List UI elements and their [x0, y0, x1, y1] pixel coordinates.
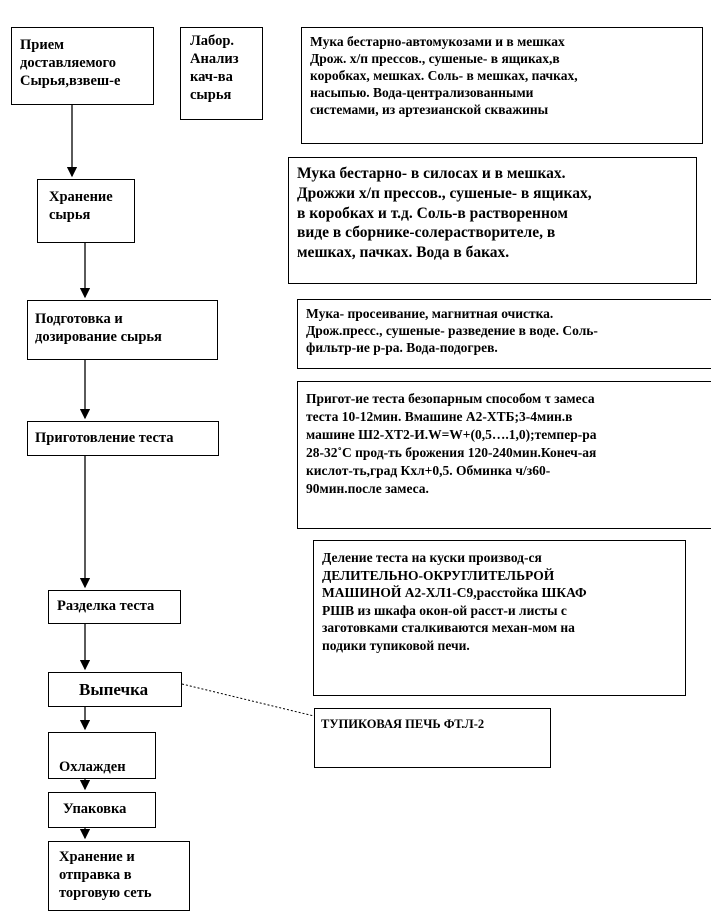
- step-baking: Выпечка: [48, 672, 182, 707]
- step-storage-shipping: Хранение и отправка в торговую сеть: [48, 841, 190, 911]
- note-dough-making: Пригот-ие теста безопарным способом τ замеса теста 10-12мин. Вмашине А2-ХТБ;3-4мин.в машине Ш2-ХТ2-И.W=W+(0,5….1,0);темпер-ра 28-32˚С прод-ть брожения 120-240мин.Конеч-ая кислот-ть,град Кхл+0,5. Обминка ч/з60- 90мин.после замеса.: [297, 381, 711, 529]
- step-storage: Хранение сырья: [37, 179, 135, 243]
- note-oven: ТУПИКОВАЯ ПЕЧЬ ФТ.Л-2: [314, 708, 551, 768]
- step-preparation: Подготовка и дозирование сырья: [27, 300, 218, 360]
- step-dough-dividing: Разделка теста: [48, 590, 181, 624]
- step-lab-analysis: Лабор. Анализ кач-ва сырья: [180, 27, 263, 120]
- note-dough-dividing: Деление теста на куски производ-ся ДЕЛИТЕЛЬНО-ОКРУГЛИТЕЛЬРОЙ МАШИНОЙ А2-ХЛ1-С9,расстойка ШКАФ РШВ из шкафа окон-ой расст-и листы с заготовками сталкиваются механ-мом на подики тупиковой печи.: [313, 540, 686, 696]
- note-raw-preparation: Мука- просеивание, магнитная очистка. Дрож.пресс., сушеные- разведение в воде. Соль- фильтр-ие р-ра. Вода-подогрев.: [297, 299, 711, 369]
- line-bake-oven: [182, 684, 314, 716]
- step-cooling: Охлажден: [48, 732, 156, 779]
- note-raw-delivery: Мука бестарно-автомукозами и в мешках Дрож. х/п прессов., сушеные- в ящиках,в коробках, мешках. Соль- в мешках, пачках, насыпью. Вода-централизованными системами, из артезианской скважины: [301, 27, 703, 144]
- step-dough-making: Приготовление теста: [27, 421, 219, 456]
- note-raw-storage: Мука бестарно- в силосах и в мешках. Дрожжи х/п прессов., сушеные- в ящиках, в коробках и т.д. Соль-в растворенном виде в сборнике-солерастворителе, в мешках, пачках. Вода в баках.: [288, 157, 697, 284]
- step-packaging: Упаковка: [48, 792, 156, 828]
- step-intake: Прием доставляемого Сырья,взвеш-е: [11, 27, 154, 105]
